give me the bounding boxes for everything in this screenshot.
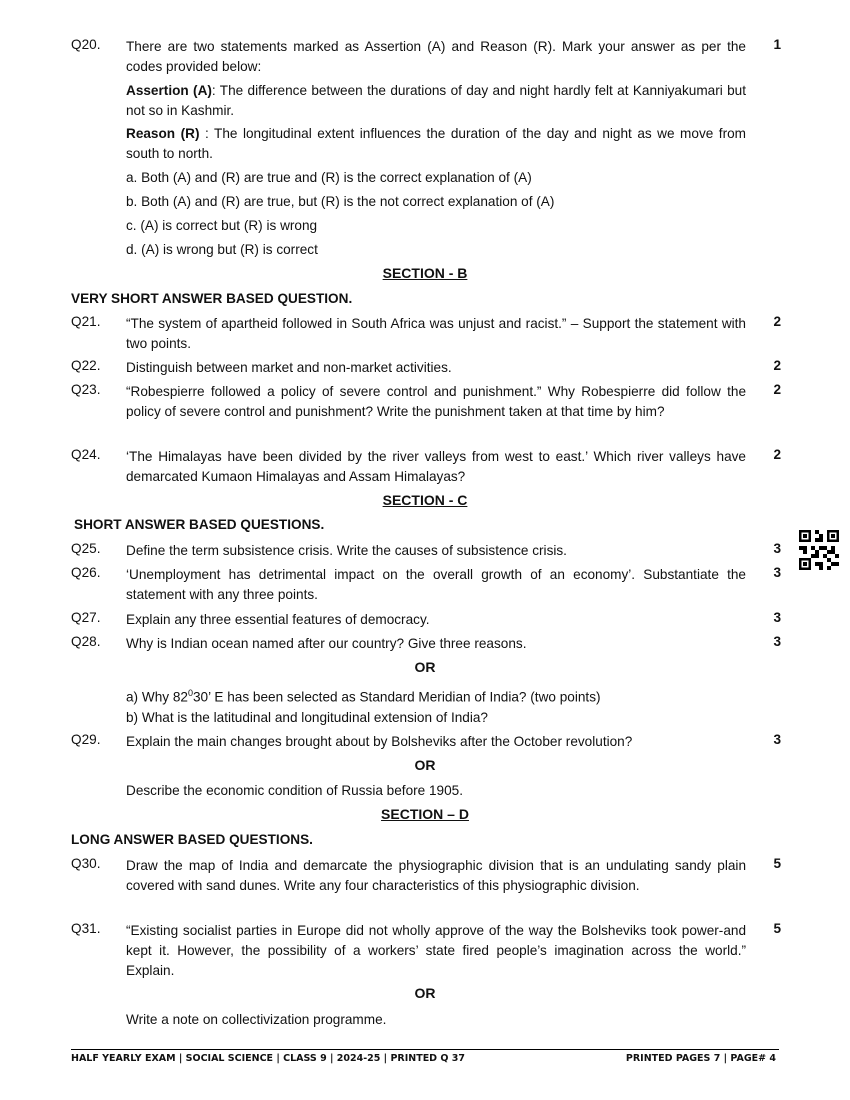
option-b: b. Both (A) and (R) are true, but (R) is the not correct explanation of (A)	[126, 194, 555, 209]
q28-alt-b: b) What is the latitudinal and longitudinal extension of India?	[126, 710, 488, 725]
question-text: Why is Indian ocean named after our country? Give three reasons.	[126, 636, 527, 651]
or-divider: OR	[414, 659, 436, 675]
question-text: ‘Unemployment has detrimental impact on the overall growth of an economy’. Substantiate the statement with any three points.	[126, 567, 746, 602]
question-25	[71, 541, 781, 561]
question-24	[71, 447, 781, 487]
question-number: Q20.	[71, 37, 101, 52]
question-number: Q29.	[71, 732, 101, 747]
question-number: Q26.	[71, 565, 101, 580]
option-d: d. (A) is wrong but (R) is correct	[126, 242, 318, 257]
question-text: Draw the map of India and demarcate the physiographic division that is an undulating sandy plain covered with sand dunes. Write any four characteristics of this physiographic division.	[126, 858, 746, 893]
question-text: Explain any three essential features of democracy.	[126, 612, 430, 627]
question-21	[71, 314, 781, 354]
section-b-heading: VERY SHORT ANSWER BASED QUESTION.	[71, 291, 353, 306]
question-20	[71, 37, 781, 77]
alt-a-text-cont: 30’ E has been selected as Standard Meridian of India? (two points)	[192, 689, 601, 705]
question-number: Q25.	[71, 541, 101, 556]
question-31	[71, 921, 781, 981]
question-marks: 5	[773, 856, 781, 871]
question-28	[71, 634, 781, 654]
question-number: Q30.	[71, 856, 101, 871]
degree-superscript: 0	[187, 688, 193, 698]
option-a: a. Both (A) and (R) are true and (R) is the correct explanation of (A)	[126, 170, 532, 185]
section-d-title: SECTION – D	[381, 806, 469, 822]
question-text: There are two statements marked as Assertion (A) and Reason (R). Mark your answer as per the codes provided below:	[126, 39, 746, 74]
footer-divider	[71, 1049, 779, 1050]
question-marks: 1	[773, 37, 781, 52]
question-text: Distinguish between market and non-market activities.	[126, 360, 452, 375]
section-d-heading: LONG ANSWER BASED QUESTIONS.	[71, 832, 313, 847]
or-divider: OR	[414, 757, 436, 773]
question-text: Explain the main changes brought about by Bolsheviks after the October revolution?	[126, 734, 633, 749]
question-number: Q24.	[71, 447, 101, 462]
section-b-title: SECTION - B	[382, 265, 468, 281]
reason-text: : The longitudinal extent influences the duration of the day and night as we move from south to north.	[126, 126, 746, 161]
question-marks: 3	[773, 565, 781, 580]
question-marks: 3	[773, 541, 781, 556]
question-marks: 3	[773, 610, 781, 625]
question-marks: 3	[773, 732, 781, 747]
question-text: “Robespierre followed a policy of severe control and punishment.” Why Robespierre did follow the policy of severe control and punishment? Write the punishment taken at that time by him?	[126, 384, 746, 419]
question-marks: 5	[773, 921, 781, 936]
question-marks: 2	[773, 447, 781, 462]
footer-page-info: PRINTED PAGES 7 | PAGE# 4	[625, 1053, 776, 1064]
q31-alt: Write a note on collectivization programme.	[126, 1012, 387, 1027]
or-divider: OR	[414, 985, 436, 1001]
question-marks: 3	[773, 634, 781, 649]
alt-a-text: a) Why 82	[126, 689, 188, 705]
question-29	[71, 732, 781, 752]
section-c-heading: SHORT ANSWER BASED QUESTIONS.	[74, 517, 325, 532]
question-number: Q31.	[71, 921, 101, 936]
option-c: c. (A) is correct but (R) is wrong	[126, 218, 318, 233]
question-number: Q22.	[71, 358, 101, 373]
assertion-text: : The difference between the durations of day and night hardly felt at Kanniyakumari but not so in Kashmir.	[126, 83, 746, 118]
question-26	[71, 565, 781, 605]
question-23	[71, 382, 781, 422]
question-text: “The system of apartheid followed in South Africa was unjust and racist.” – Support the statement with two points.	[126, 316, 746, 351]
question-number: Q21.	[71, 314, 101, 329]
question-22	[71, 358, 781, 378]
q28-alt-a	[126, 683, 746, 708]
question-marks: 2	[773, 382, 781, 397]
qr-code	[799, 530, 839, 570]
question-number: Q28.	[71, 634, 101, 649]
question-text: “Existing socialist parties in Europe did not wholly approve of the way the Bolsheviks took power-and kept it. However, the possibility of a workers’ state fired people’s imagination across the world.” Explain.	[126, 923, 746, 978]
question-27	[71, 610, 781, 630]
section-c-title: SECTION - C	[382, 492, 468, 508]
question-text: ‘The Himalayas have been divided by the river valleys from west to east.’ Which river valleys have demarcated Kumaon Himalayas and Assam Himalayas?	[126, 449, 746, 484]
question-number: Q23.	[71, 382, 101, 397]
assertion	[126, 81, 746, 121]
assertion-label: Assertion (A)	[126, 83, 212, 98]
question-30	[71, 856, 781, 896]
question-text: Define the term subsistence crisis. Write the causes of subsistence crisis.	[126, 543, 567, 558]
footer-exam-info: HALF YEARLY EXAM | SOCIAL SCIENCE | CLASS 9 | 2024-25 | PRINTED Q 37	[71, 1053, 465, 1064]
reason	[126, 124, 746, 164]
question-number: Q27.	[71, 610, 101, 625]
question-marks: 2	[773, 314, 781, 329]
question-marks: 2	[773, 358, 781, 373]
reason-label: Reason (R)	[126, 126, 200, 141]
q29-alt: Describe the economic condition of Russia before 1905.	[126, 783, 464, 798]
